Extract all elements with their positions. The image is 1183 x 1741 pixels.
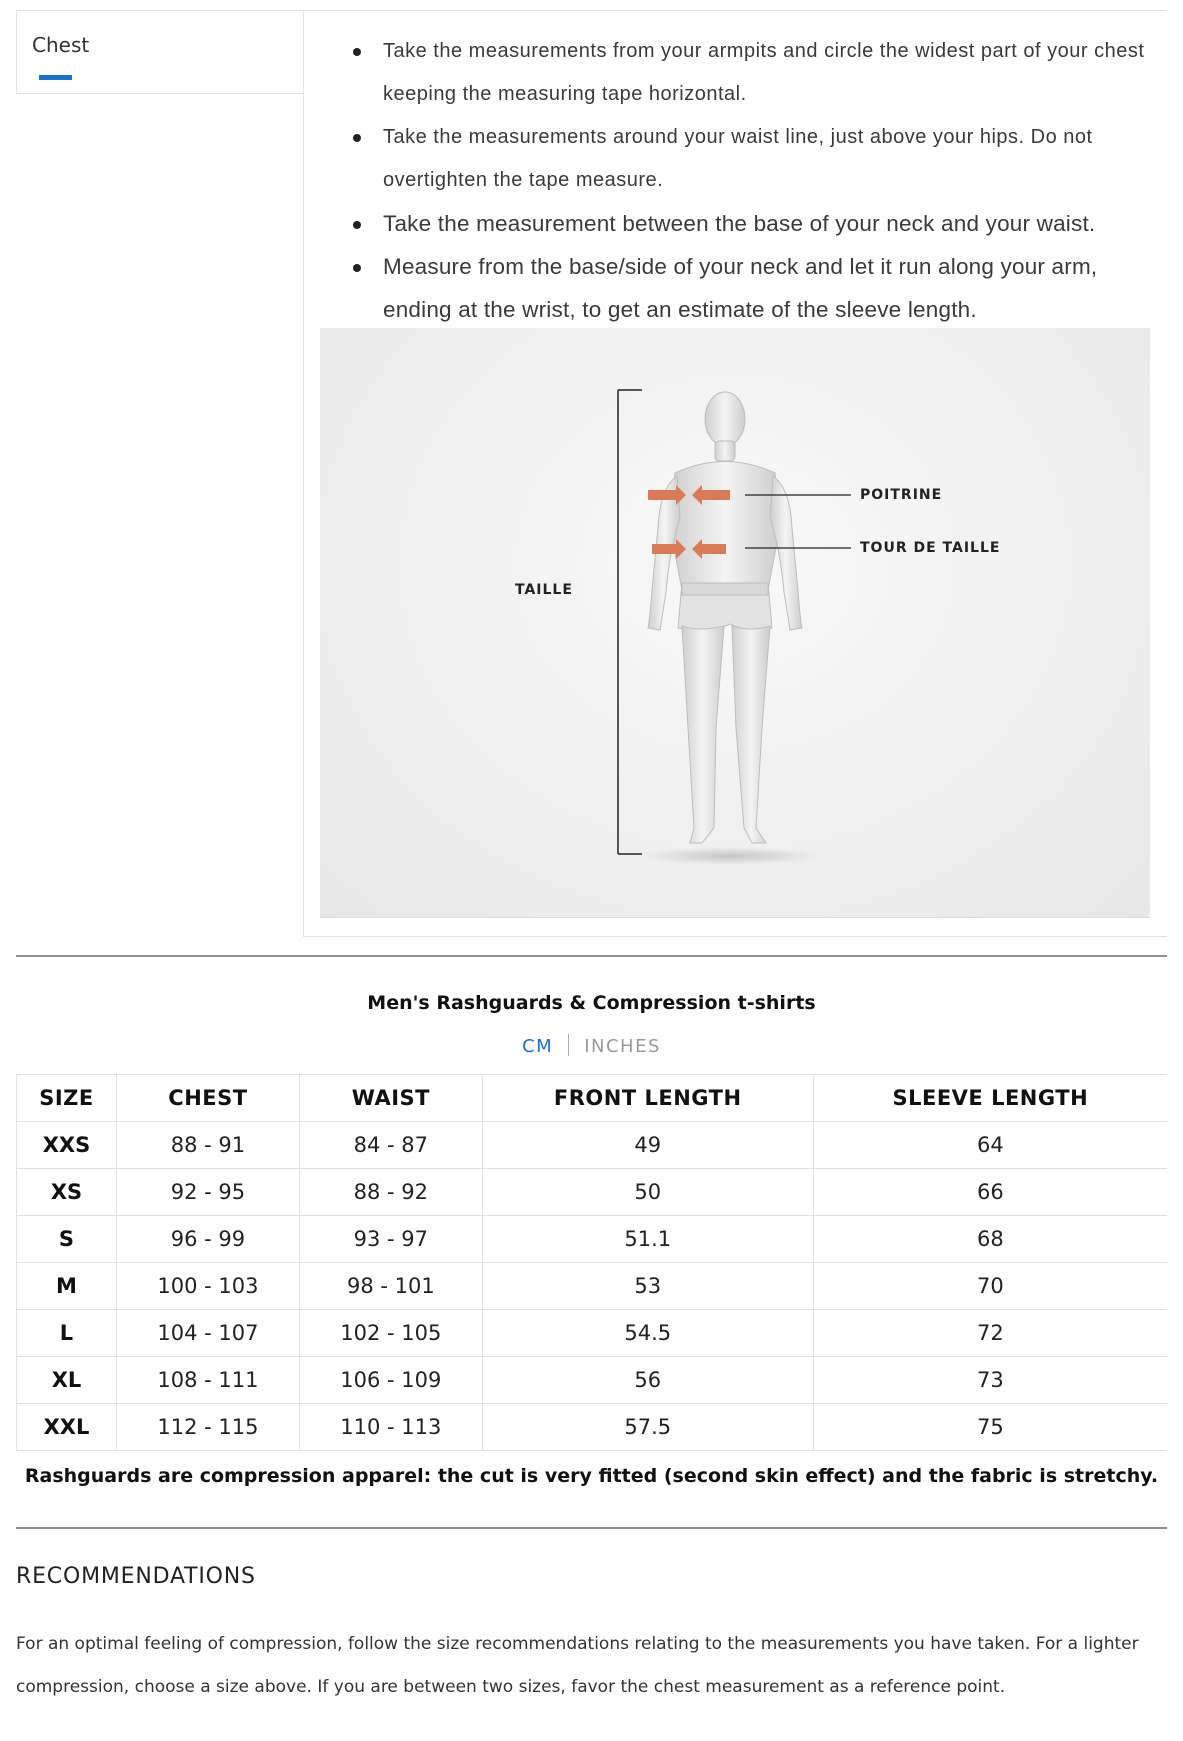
front-length-cell: 56 xyxy=(482,1357,813,1404)
header-size: SIZE xyxy=(17,1075,117,1122)
tab-chest[interactable]: Chest xyxy=(32,33,90,57)
size-cell: L xyxy=(17,1310,117,1357)
unit-separator xyxy=(568,1034,569,1056)
chest-cell: 92 - 95 xyxy=(116,1169,299,1216)
sleeve-length-cell: 64 xyxy=(813,1122,1167,1169)
header-chest: CHEST xyxy=(116,1075,299,1122)
recommendations-heading: RECOMMENDATIONS xyxy=(16,1564,256,1589)
unit-toggle xyxy=(16,1034,1167,1057)
waist-cell: 102 - 105 xyxy=(299,1310,482,1357)
front-length-cell: 49 xyxy=(482,1122,813,1169)
table-row xyxy=(17,1216,1168,1263)
active-tab-indicator xyxy=(39,75,72,80)
waist-cell: 93 - 97 xyxy=(299,1216,482,1263)
sleeve-length-cell: 66 xyxy=(813,1169,1167,1216)
front-length-cell: 53 xyxy=(482,1263,813,1310)
instruction-front-length: Take the measurement between the base of your neck and your waist. xyxy=(344,202,1164,245)
chest-cell: 112 - 115 xyxy=(116,1404,299,1451)
sleeve-length-cell: 68 xyxy=(813,1216,1167,1263)
sleeve-length-cell: 73 xyxy=(813,1357,1167,1404)
size-cell: XS xyxy=(17,1169,117,1216)
height-label: TAILLE xyxy=(515,582,573,598)
instruction-waist: Take the measurements around your waist line, just above your hips. Do not overtighten the tape measure. xyxy=(344,116,1164,202)
table-row xyxy=(17,1310,1168,1357)
size-table-title: Men's Rashguards & Compression t-shirts xyxy=(367,992,816,1014)
front-length-cell: 51.1 xyxy=(482,1216,813,1263)
table-row xyxy=(17,1357,1168,1404)
instruction-sleeve-length: Measure from the base/side of your neck and let it run along your arm, ending at the wrist, to get an estimate of the sleeve length. xyxy=(344,245,1164,331)
chest-cell: 96 - 99 xyxy=(116,1216,299,1263)
section-divider-top xyxy=(16,955,1167,957)
chest-cell: 104 - 107 xyxy=(116,1310,299,1357)
chest-cell: 108 - 111 xyxy=(116,1357,299,1404)
header-waist: WAIST xyxy=(299,1075,482,1122)
mannequin xyxy=(648,392,802,843)
unit-cm-button[interactable]: CM xyxy=(522,1036,554,1057)
body-measurement-figure xyxy=(320,328,1150,918)
sleeve-length-cell: 70 xyxy=(813,1263,1167,1310)
header-sleeve-length: SLEEVE LENGTH xyxy=(813,1075,1167,1122)
size-cell: XXL xyxy=(17,1404,117,1451)
waist-cell: 84 - 87 xyxy=(299,1122,482,1169)
height-measure-line xyxy=(618,390,642,854)
front-length-cell: 57.5 xyxy=(482,1404,813,1451)
recommendations-text: For an optimal feeling of compression, follow the size recommendations relating to the measurements you have taken. For a lighter compression, choose a size above. If you are between two sizes, favor the chest measurement as a reference point. xyxy=(16,1634,1139,1697)
compression-note: Rashguards are compression apparel: the cut is very fitted (second skin effect) and the fabric is stretchy. xyxy=(24,1465,1159,1487)
size-cell: S xyxy=(17,1216,117,1263)
measurement-instructions xyxy=(344,30,1164,331)
mannequin-illustration xyxy=(320,328,1150,918)
waist-cell: 106 - 109 xyxy=(299,1357,482,1404)
waist-label: TOUR DE TAILLE xyxy=(860,540,1001,556)
waist-cell: 88 - 92 xyxy=(299,1169,482,1216)
header-front-length: FRONT LENGTH xyxy=(482,1075,813,1122)
guide-tab-list xyxy=(16,10,303,94)
size-table xyxy=(16,1074,1167,1451)
guide-panel xyxy=(303,10,1167,937)
chest-cell: 88 - 91 xyxy=(116,1122,299,1169)
chest-label: POITRINE xyxy=(860,487,943,503)
table-row xyxy=(17,1169,1168,1216)
sleeve-length-cell: 75 xyxy=(813,1404,1167,1451)
front-length-cell: 50 xyxy=(482,1169,813,1216)
waist-cell: 110 - 113 xyxy=(299,1404,482,1451)
size-cell: XL xyxy=(17,1357,117,1404)
table-row xyxy=(17,1404,1168,1451)
table-row xyxy=(17,1263,1168,1310)
measurement-guide xyxy=(16,10,1167,937)
chest-cell: 100 - 103 xyxy=(116,1263,299,1310)
section-divider-bottom xyxy=(16,1527,1167,1529)
size-cell: M xyxy=(17,1263,117,1310)
table-header-row xyxy=(17,1075,1168,1122)
table-row xyxy=(17,1122,1168,1169)
waist-cell: 98 - 101 xyxy=(299,1263,482,1310)
sleeve-length-cell: 72 xyxy=(813,1310,1167,1357)
front-length-cell: 54.5 xyxy=(482,1310,813,1357)
unit-inches-button[interactable]: INCHES xyxy=(584,1036,661,1057)
size-cell: XXS xyxy=(17,1122,117,1169)
instruction-chest: Take the measurements from your armpits and circle the widest part of your chest keeping the measuring tape horizontal. xyxy=(344,30,1164,116)
